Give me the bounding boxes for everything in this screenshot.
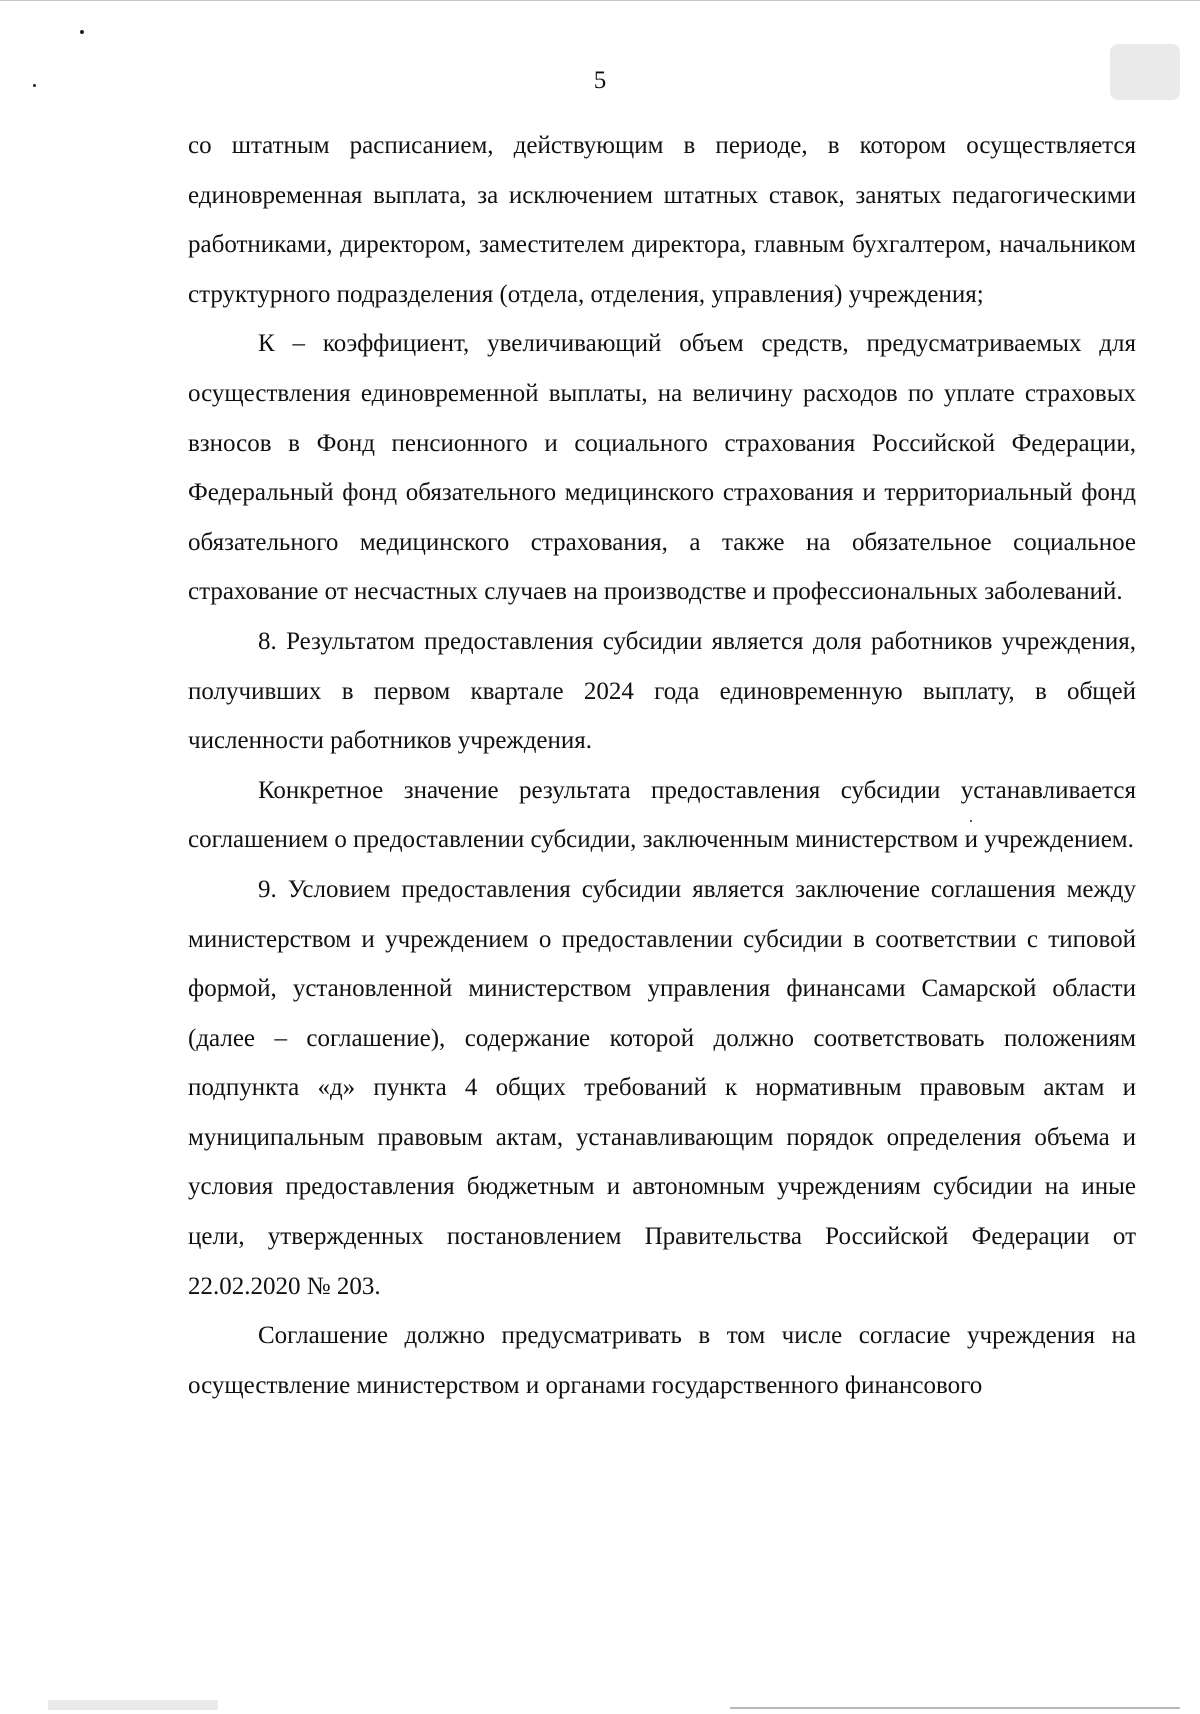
paragraph-item-9-condition: 9. Условием предоставления субсидии является заключение соглашения между министерством и учреждением о предоставлении субсидии в соответствии с типовой формой, установленной министерством управления финансами Самарской области (далее – соглашение), содержание которой должно соответствовать положениям подпункта «д» пункта 4 общих требований к нормативным правовым актам и муниципальным правовым актам, устанавливающим порядок определения объема и условия предоставления бюджетным и автономным учреждениям субсидии на иные цели, утвержденных постановлением Правительства Российской Федерации от 22.02.2020 № 203. [188,875,1136,1300]
scan-top-edge [0,0,1200,1]
page-number: 5 [593,67,607,94]
scan-smudge-bottom-left [48,1700,218,1710]
document-body [188,121,1136,1410]
paragraph-agreement-consent: Соглашение должно предусматривать в том числе согласие учреждения на осуществление министерством и органами государственного финансового [188,1322,1136,1399]
paragraph-item-8-result: 8. Результатом предоставления субсидии является доля работников учреждения, получивших в первом квартале 2024 года единовременную выплату, в общей численности работников учреждения. [188,627,1136,755]
scan-edge-bottom-right [730,1707,1180,1709]
paragraph-result-value: Конкретное значение результата предоставления субсидии устанавливается соглашением о предоставлении субсидии, заключенным министерством и учреждением. [188,776,1136,854]
scan-speck [80,30,84,34]
paragraph-coefficient-k: К – коэффициент, увеличивающий объем средств, предусматриваемых для осуществления единовременной выплаты, на величину расходов по уплате страховых взносов в Фонд пенсионного и социального страхования Российской Федерации, Федеральный фонд обязательного медицинского страхования и территориальный фонд обязательного медицинского страхования, а также на обязательное социальное страхование от несчастных случаев на производстве и профессиональных заболеваний. [188,330,1136,606]
paragraph-staff-schedule-continuation: со штатным расписанием, действующим в периоде, в котором осуществляется единовременная выплата, за исключением штатных ставок, занятых педагогическими работниками, директором, заместителем директора, главным бухгалтером, начальником структурного подразделения (отдела, отделения, управления) учреждения; [188,132,1136,308]
